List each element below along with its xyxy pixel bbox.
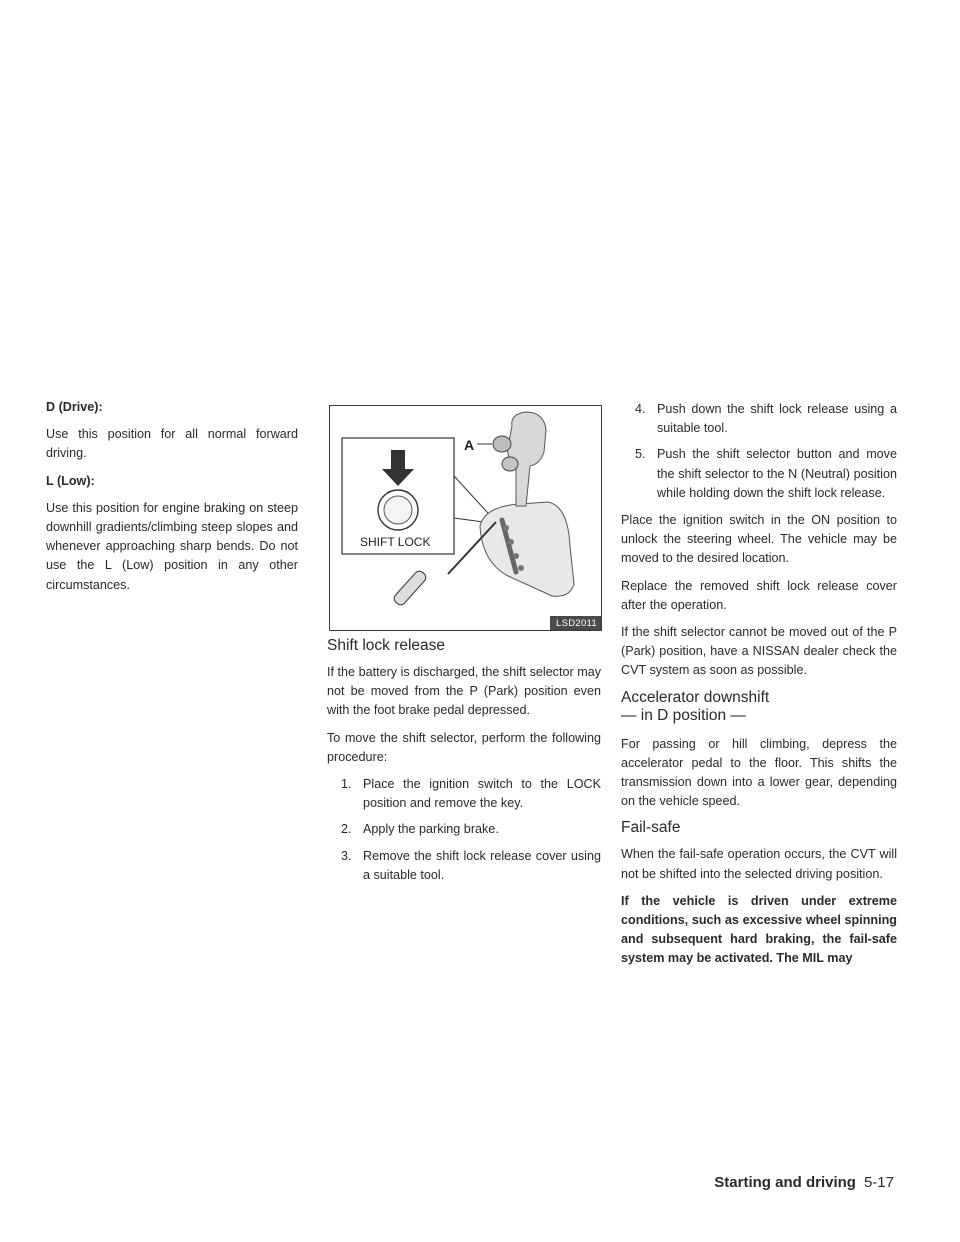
shift-lock-illustration	[330, 406, 601, 630]
list-item: 4. Push down the shift lock release using a suitable tool.	[635, 402, 897, 436]
page-number: 5-17	[863, 1174, 894, 1191]
screwdriver-handle	[392, 569, 428, 607]
drive-text: Use this position for all normal forward driving.	[46, 427, 298, 461]
shift-lock-para1: If the battery is discharged, the shift selector may not be moved from the P (Park) position even with the foot brake pedal depressed.	[327, 665, 601, 718]
drive-heading: D (Drive):	[46, 400, 103, 414]
list-item: 1. Place the ignition switch to the LOCK position and remove the key.	[341, 777, 601, 811]
low-text: Use this position for engine braking on steep downhill gradients/climbing steep slopes and whenever approaching sharp bends. Do not use the L (Low) position in any other circumstances.	[46, 500, 298, 592]
left-column	[46, 398, 298, 603]
fail-safe-heading: Fail-safe	[621, 819, 681, 837]
section-name: Starting and driving	[714, 1174, 856, 1191]
shift-lock-release-heading: Shift lock release	[327, 637, 446, 654]
list-item: 3. Remove the shift lock release cover using a suitable tool.	[341, 848, 601, 882]
label-shift-lock: SHIFT LOCK	[360, 535, 431, 549]
page-footer	[714, 1174, 894, 1191]
shift-lock-para2: To move the shift selector, perform the following procedure:	[327, 730, 601, 764]
fail-safe-warning: If the vehicle is driven under extreme conditions, such as excessive wheel spinning and subsequent hard braking, the fail-safe system may be activated. The MIL may	[621, 893, 897, 966]
list-item: 2. Apply the parking brake.	[341, 822, 499, 837]
accelerator-text: For passing or hill climbing, depress the accelerator pedal to the floor. This shifts the transmission down into a lower gear, depending on the vehicle speed.	[621, 736, 897, 809]
right-column	[621, 400, 897, 977]
dealer-check-para: If the shift selector cannot be moved out of the P (Park) position, have a NISSAN dealer check the CVT system as soon as possible.	[621, 625, 897, 678]
label-a: A	[464, 437, 475, 453]
replace-cover-para: Replace the removed shift lock release cover after the operation.	[621, 578, 897, 612]
middle-column	[327, 637, 601, 893]
steps-list-2	[621, 400, 897, 503]
shifter-base	[480, 502, 574, 596]
accelerator-downshift-heading: Accelerator downshift — in D position —	[621, 688, 770, 724]
figure-caption: LSD2011	[550, 616, 601, 630]
low-heading: L (Low):	[46, 473, 95, 488]
list-item: 5. Push the shift selector button and move the shift selector to the N (Neutral) position while holding down the shift lock release.	[635, 447, 897, 500]
ignition-para: Place the ignition switch in the ON position to unlock the steering wheel. The vehicle may be moved to the desired location.	[621, 513, 897, 566]
fail-safe-text: When the fail-safe operation occurs, the CVT will not be shifted into the selected driving position.	[621, 847, 897, 881]
shift-lock-figure	[329, 405, 602, 631]
down-arrow-icon	[391, 450, 405, 470]
steps-list-1	[327, 775, 601, 885]
